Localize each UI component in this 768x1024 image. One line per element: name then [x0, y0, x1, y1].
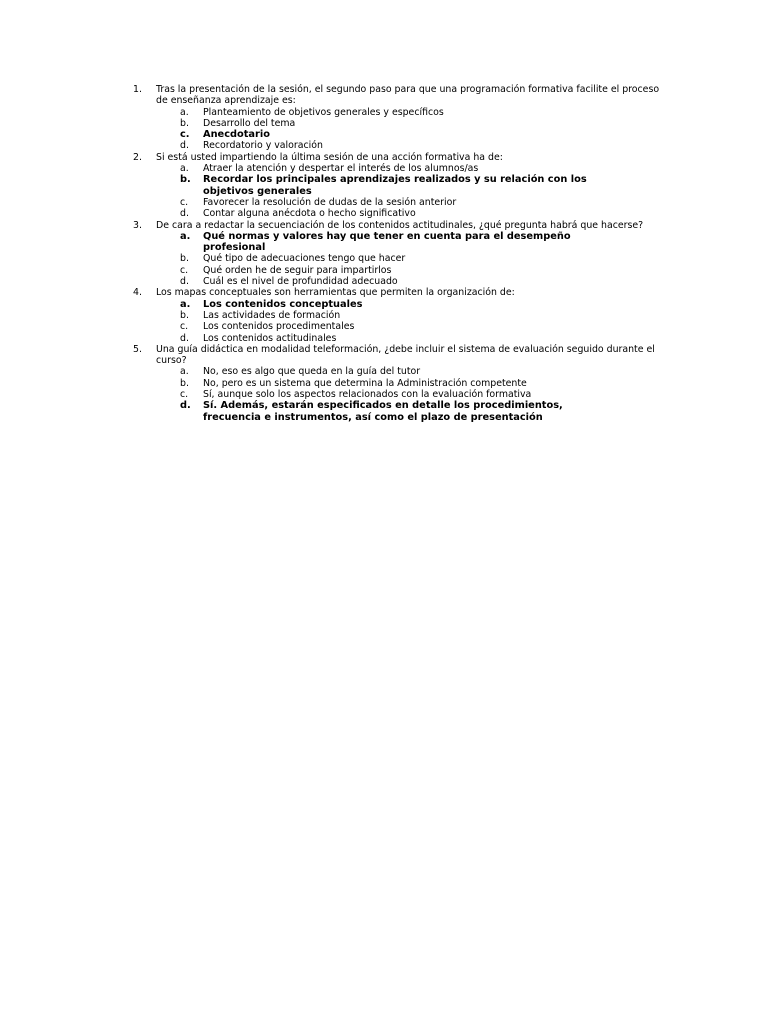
option-letter: a.: [180, 366, 189, 378]
question-1: [0, 84, 768, 107]
option-letter: c.: [180, 389, 189, 401]
question-text: Si está usted impartiendo la última sesión de una acción formativa ha de:: [156, 151, 503, 163]
answer-option: [0, 389, 768, 400]
question-number: 1.: [133, 84, 142, 95]
option-letter: b.: [180, 174, 191, 186]
answer-option: [0, 253, 768, 264]
answer-option: [0, 197, 768, 208]
answer-option-correct: [0, 231, 768, 254]
option-text: Qué tipo de adecuaciones tengo que hacer: [203, 253, 406, 265]
option-text: Los contenidos conceptuales: [203, 298, 363, 310]
option-text: Los contenidos actitudinales: [203, 332, 337, 344]
option-letter: c.: [180, 321, 189, 333]
answer-option: [0, 107, 768, 118]
answer-option: [0, 366, 768, 377]
option-letter: c.: [180, 196, 189, 208]
option-text: Desarrollo del tema: [203, 117, 296, 129]
option-letter: c.: [180, 264, 189, 276]
answer-option-correct: [0, 129, 768, 140]
option-letter: a.: [180, 163, 189, 175]
option-letter: b.: [180, 253, 189, 265]
option-letter: c.: [180, 129, 190, 141]
option-text: Cuál es el nivel de profundidad adecuado: [203, 276, 398, 288]
option-text: Sí, aunque solo los aspectos relacionados con la evaluación formativa: [203, 389, 532, 401]
answer-option: [0, 276, 768, 287]
answer-option: [0, 378, 768, 389]
option-text: No, eso es algo que queda en la guía del tutor: [203, 366, 421, 378]
option-text: Qué orden he de seguir para impartirlos: [203, 264, 392, 276]
answer-option: [0, 333, 768, 344]
answer-option-correct: [0, 299, 768, 310]
option-text: Contar alguna anécdota o hecho significativo: [203, 208, 416, 220]
question-number: 5.: [133, 343, 142, 355]
option-text: Los contenidos procedimentales: [203, 321, 355, 333]
answer-option: [0, 208, 768, 219]
question-text: De cara a redactar la secuenciación de los contenidos actitudinales, ¿qué pregunta habrá que hacerse?: [156, 219, 644, 231]
question-number: 3.: [133, 219, 142, 231]
answer-option: [0, 163, 768, 174]
answer-option-correct: [0, 174, 768, 197]
option-letter: d.: [180, 208, 189, 220]
option-text: Favorecer la resolución de dudas de la sesión anterior: [203, 196, 457, 208]
question-text: Una guía didáctica en modalidad teleformación, ¿debe incluir el sistema de evaluación seguido durante el curso?: [156, 343, 655, 367]
answer-option: [0, 118, 768, 129]
question-text: Los mapas conceptuales son herramientas que permiten la organización de:: [156, 287, 515, 299]
answer-option: [0, 310, 768, 321]
option-letter: b.: [180, 117, 189, 129]
answer-option-correct: [0, 400, 768, 423]
question-number: 2.: [133, 151, 142, 163]
question-number: 4.: [133, 287, 142, 299]
option-letter: d.: [180, 332, 189, 344]
question-list: [0, 84, 768, 423]
question-4: [0, 287, 768, 298]
option-text: Las actividades de formación: [203, 309, 341, 321]
option-letter: a.: [180, 106, 189, 118]
question-5: [0, 344, 768, 367]
option-letter: d.: [180, 276, 189, 288]
option-text: Planteamiento de objetivos generales y específicos: [203, 106, 444, 118]
option-text: Sí. Además, estarán especificados en detalle los procedimientos, frecuencia e instrumentos, así como el plazo de presentación: [203, 400, 563, 423]
answer-option: [0, 140, 768, 151]
answer-option: [0, 321, 768, 332]
option-letter: d.: [180, 140, 189, 152]
question-text: Tras la presentación de la sesión, el segundo paso para que una programación formativa facilite el proceso de enseñanza aprendizaje es:: [156, 84, 660, 107]
option-text: Anecdotario: [203, 129, 270, 141]
option-text: Recordar los principales aprendizajes realizados y su relación con los objetivos generales: [203, 174, 587, 197]
option-letter: d.: [180, 400, 191, 412]
option-text: Qué normas y valores hay que tener en cuenta para el desempeño profesional: [203, 230, 571, 254]
option-letter: b.: [180, 309, 189, 321]
option-text: No, pero es un sistema que determina la Administración competente: [203, 377, 527, 389]
question-3: [0, 220, 768, 231]
option-text: Recordatorio y valoración: [203, 140, 323, 152]
question-2: [0, 152, 768, 163]
option-letter: b.: [180, 377, 189, 389]
answer-option: [0, 265, 768, 276]
option-letter: a.: [180, 298, 191, 310]
option-text: Atraer la atención y despertar el interés de los alumnos/as: [203, 163, 479, 175]
option-letter: a.: [180, 230, 191, 242]
